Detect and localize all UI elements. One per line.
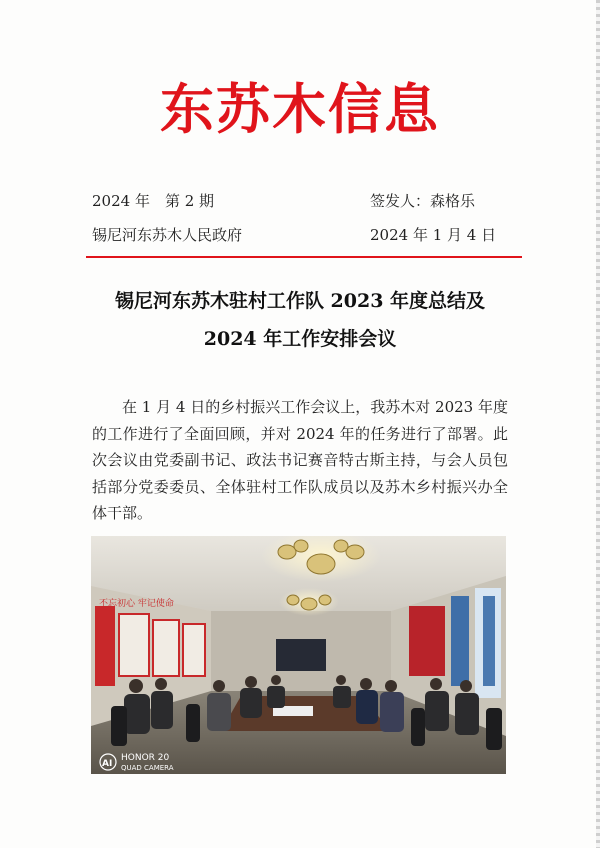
- tv-screen: [276, 639, 326, 671]
- masthead-title: 东苏木信息: [160, 78, 440, 141]
- meeting-photo-illustration: [91, 536, 506, 774]
- meeting-photo: [91, 536, 506, 774]
- article-body: 在 1 月 4 日的乡村振兴工作会议上，我苏木对 2023 年度的工作进行了全面回顾，并对 2024 年的任务进行了部署。此次会议由党委副书记、政法书记赛音特古斯主持，与会人员包括部分党委委员、全体驻村工作队成员以及苏木乡村振兴办全体干部。: [92, 398, 508, 522]
- article-headline: [70, 282, 530, 358]
- red-wall-panel: [95, 606, 115, 686]
- issue-date: 2024 年 1 月 4 日: [370, 226, 497, 244]
- red-divider: [86, 256, 522, 258]
- headline-line-2: 2024 年工作安排会议: [203, 328, 397, 350]
- signer: 签发人：森格乐: [370, 192, 476, 210]
- issue-number: 2024 年 第 2 期: [92, 192, 215, 210]
- headline-line-1: 锡尼河东苏木驻村工作队 2023 年度总结及: [114, 290, 486, 312]
- camera-badge: AI: [102, 759, 113, 769]
- camera-subtitle: QUAD CAMERA: [121, 764, 174, 772]
- scan-edge: [596, 0, 600, 848]
- wall-slogan: 不忘初心 牢记使命: [99, 599, 174, 609]
- issuing-organization: 锡尼河东苏木人民政府: [92, 226, 243, 244]
- camera-model: HONOR 20: [121, 753, 170, 763]
